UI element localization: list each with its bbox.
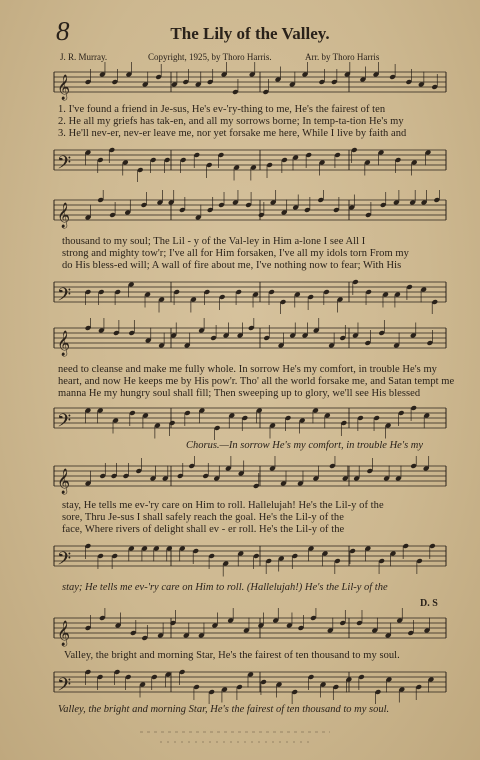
lyric-line-2-1: thousand to my soul; The Lil - y of the Val-ley in Him a-lone I see All I bbox=[62, 236, 366, 247]
bass-staff-2 bbox=[52, 272, 448, 314]
lyric-line-1-3: 3. He'll nev-er, nev-er leave me, nor yet forsake me here, While I live by faith and bbox=[58, 128, 407, 139]
treble-staff-2 bbox=[52, 190, 448, 232]
arranger-credit: Arr. by Thoro Harris bbox=[305, 52, 380, 62]
chorus-line-5: Valley, the bright and morning Star, He's the fairest of ten thousand to my soul. bbox=[58, 704, 390, 715]
chorus-line-3: Chorus.—In sorrow He's my comfort, in trouble He's my bbox=[186, 440, 424, 451]
svg-text:𝄞: 𝄞 bbox=[57, 75, 71, 100]
lyric-line-1-2: 2. He all my griefs has tak-en, and all my sorrows borne; In temp-ta-tion He's my bbox=[58, 116, 404, 127]
bleed-through-text bbox=[130, 724, 350, 750]
svg-text:𝄞: 𝄞 bbox=[57, 203, 71, 228]
svg-text:𝄞: 𝄞 bbox=[57, 469, 71, 494]
svg-text:𝄢: 𝄢 bbox=[57, 675, 72, 700]
dal-segno-mark: D. S bbox=[420, 598, 438, 609]
bass-staff-5 bbox=[52, 662, 448, 704]
svg-text:𝄢: 𝄢 bbox=[57, 549, 72, 574]
composer-credit: J. R. Murray. bbox=[60, 52, 108, 62]
lyric-line-4-1: stay, He tells me ev-'ry care on Him to roll. Hallelujah! He's the Lil-y of the bbox=[62, 500, 384, 511]
treble-staff-4 bbox=[52, 456, 448, 498]
lyric-line-3-2: heart, and now He keeps me by His pow'r. Tho' all the world forsake me, and Satan tempt me bbox=[58, 376, 455, 387]
svg-text:𝄞: 𝄞 bbox=[57, 331, 71, 356]
treble-staff-5 bbox=[52, 608, 448, 650]
lyric-line-5: Valley, the bright and morning Star, He's the fairest of ten thousand to my soul. bbox=[64, 650, 400, 661]
lyric-line-2-2: strong and mighty tow'r; I've all for Him forsaken, I've all my idols torn From my bbox=[62, 248, 409, 259]
page-number: 8 bbox=[56, 16, 70, 46]
lyric-line-2-3: do His bless-ed will; A wall of fire about me, I've nothing now to fear; With His bbox=[62, 260, 402, 271]
lyric-line-3-3: manna He my hungry soul shall fill; Then sweeping up to glory, we'll see His blessed bbox=[58, 388, 421, 399]
hymn-title: The Lily of the Valley. bbox=[170, 24, 330, 43]
copyright-notice: Copyright, 1925, by Thoro Harris. bbox=[148, 52, 272, 62]
lyric-line-4-3: face, Where rivers of delight shall ev - er roll. He's the Lil-y of the bbox=[62, 524, 345, 535]
svg-text:𝄢: 𝄢 bbox=[57, 285, 72, 310]
chorus-line-4: stay; He tells me ev-'ry care on Him to roll. (Hallelujah!) He's the Lil-y of the bbox=[62, 582, 388, 593]
bass-staff-4 bbox=[52, 536, 448, 578]
treble-staff-3 bbox=[52, 318, 448, 360]
lyric-line-3-1: need to cleanse and make me fully whole. In sorrow He's my comfort, in trouble He's my bbox=[58, 364, 437, 375]
svg-text:𝄞: 𝄞 bbox=[57, 621, 71, 646]
treble-staff-1 bbox=[52, 62, 448, 104]
bass-staff-1 bbox=[52, 140, 448, 182]
svg-text:𝄢: 𝄢 bbox=[57, 411, 72, 436]
lyric-line-4-2: sore, Thru Je-sus I shall safely reach the goal. He's the Lil-y of the bbox=[62, 512, 344, 523]
lyric-line-1-1: 1. I've found a friend in Je-sus, He's ev-'ry-thing to me, He's the fairest of ten bbox=[58, 104, 386, 115]
bass-staff-3 bbox=[52, 398, 448, 440]
svg-text:𝄢: 𝄢 bbox=[57, 153, 72, 178]
